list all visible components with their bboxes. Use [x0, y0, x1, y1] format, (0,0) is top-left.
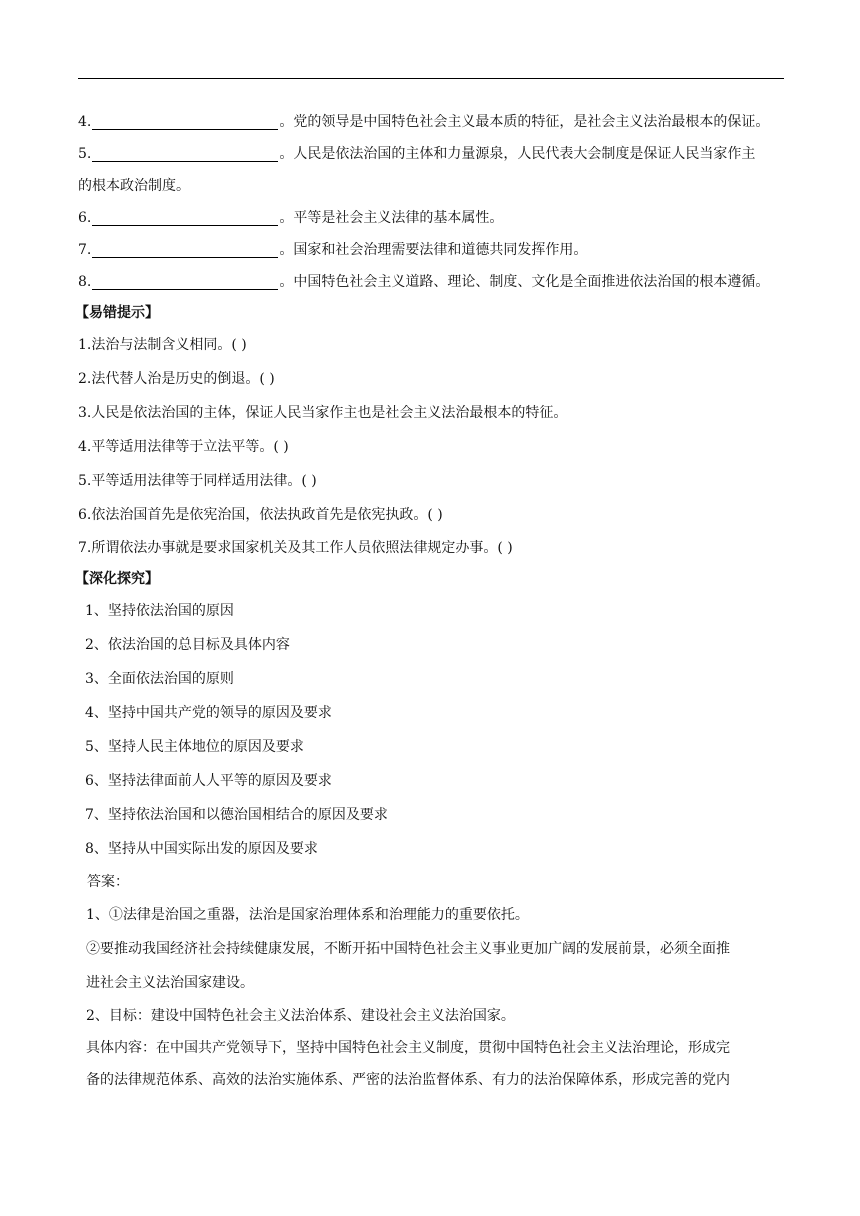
error-tip-item: 2.法代替人治是历史的倒退。( ) — [78, 371, 275, 387]
answer-line: 备的法律规范体系、高效的法治实施体系、严密的法治监督体系、有力的法治保障体系，形成完善的党内 — [86, 1072, 730, 1088]
fill-blank-text: 。平等是社会主义法律的基本属性。 — [279, 210, 504, 226]
answer-line: 2、目标：建设中国特色社会主义法治体系、建设社会主义法治国家。 — [86, 1008, 515, 1024]
error-tip-item: 5.平等适用法律等于同样适用法律。( ) — [78, 473, 317, 489]
fill-blank-number: 4. — [78, 114, 92, 130]
blank-underline[interactable] — [92, 239, 278, 258]
inquiry-item: 4、坚持中国共产党的领导的原因及要求 — [85, 705, 332, 721]
fill-blank-number: 7. — [78, 242, 92, 258]
fill-blank-7 — [78, 234, 784, 266]
error-tip-item: 7.所谓依法办事就是要求国家机关及其工作人员依照法律规定办事。( ) — [78, 540, 513, 556]
error-tip-item: 3.人民是依法治国的主体，保证人民当家作主也是社会主义法治最根本的特征。 — [78, 405, 568, 421]
error-tip-item: 4.平等适用法律等于立法平等。( ) — [78, 439, 289, 455]
deep-inquiry-heading: 【深化探究】 — [75, 571, 159, 587]
fill-blank-5 — [78, 138, 784, 170]
fill-blank-number: 6. — [78, 210, 92, 226]
fill-blank-text: 。中国特色社会主义道路、理论、制度、文化是全面推进依法治国的根本遵循。 — [279, 274, 770, 290]
fill-blank-number: 5. — [78, 146, 92, 162]
fill-blank-text: 。党的领导是中国特色社会主义最本质的特征，是社会主义法治最根本的保证。 — [279, 114, 770, 130]
inquiry-item: 8、坚持从中国实际出发的原因及要求 — [85, 841, 318, 857]
error-tips-heading: 【易错提示】 — [75, 305, 159, 321]
fill-blank-4 — [78, 106, 784, 138]
page-content — [75, 106, 784, 1096]
fill-blank-text: 。人民是依法治国的主体和力量源泉，人民代表大会制度是保证人民当家作主 — [279, 146, 756, 162]
inquiry-item: 3、全面依法治国的原则 — [85, 671, 234, 687]
header-rule — [78, 78, 784, 79]
answer-line: 具体内容：在中国共产党领导下，坚持中国特色社会主义制度，贯彻中国特色社会主义法治理论，形成完 — [86, 1040, 730, 1056]
inquiry-item: 5、坚持人民主体地位的原因及要求 — [85, 739, 304, 755]
answer-line: ②要推动我国经济社会持续健康发展，不断开拓中国特色社会主义事业更加广阔的发展前景，必须全面推 — [86, 941, 730, 957]
inquiry-item: 2、依法治国的总目标及具体内容 — [85, 637, 290, 653]
answer-line: 进社会主义法治国家建设。 — [86, 975, 254, 991]
error-tip-item: 1.法治与法制含义相同。( ) — [78, 337, 247, 353]
inquiry-item: 7、坚持依法治国和以德治国相结合的原因及要求 — [85, 807, 388, 823]
error-tip-item: 6.依法治国首先是依宪治国，依法执政首先是依宪执政。( ) — [78, 507, 443, 523]
answer-line: 1、①法律是治国之重器，法治是国家治理体系和治理能力的重要依托。 — [86, 907, 529, 923]
blank-underline[interactable] — [92, 207, 278, 226]
fill-blank-text-continued: 的根本政治制度。 — [78, 178, 190, 194]
fill-blank-text: 。国家和社会治理需要法律和道德共同发挥作用。 — [279, 242, 588, 258]
fill-blank-6 — [78, 202, 784, 234]
blank-underline[interactable] — [92, 271, 278, 290]
fill-blank-8 — [78, 266, 784, 298]
answers-label: 答案： — [87, 874, 129, 890]
blank-underline[interactable] — [92, 111, 278, 130]
inquiry-item: 6、坚持法律面前人人平等的原因及要求 — [85, 773, 332, 789]
fill-blank-number: 8. — [78, 274, 92, 290]
inquiry-item: 1、坚持依法治国的原因 — [85, 603, 234, 619]
blank-underline[interactable] — [92, 143, 278, 162]
fill-blank-5-continued — [78, 170, 784, 202]
